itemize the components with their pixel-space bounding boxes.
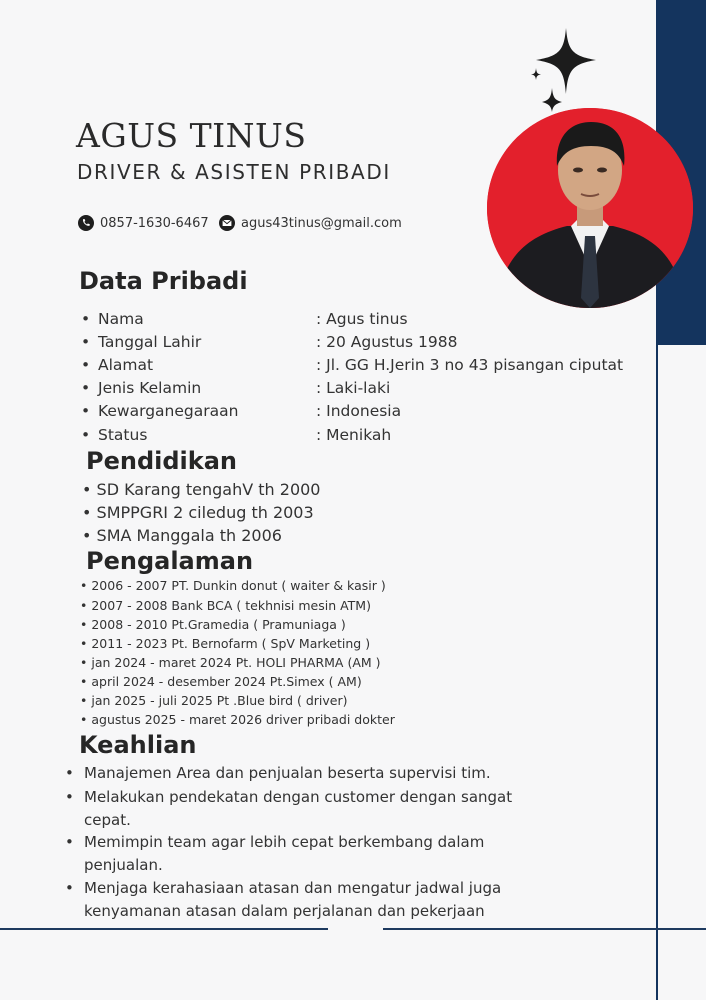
personal-label: Kewarganegaraan xyxy=(98,402,239,420)
phone-number: 0857-1630-6467 xyxy=(100,215,209,231)
navy-side-line xyxy=(656,345,658,1000)
personal-label: Jenis Kelamin xyxy=(98,379,202,397)
list-item: • Melakukan pendekatan dengan customer dengan sangat cepat. xyxy=(65,786,535,831)
skill-text: Melakukan pendekatan dengan customer dengan sangat cepat. xyxy=(84,788,513,829)
education-heading: Pendidikan xyxy=(86,447,238,475)
personal-value: : Jl. GG H.Jerin 3 no 43 pisangan ciputat xyxy=(316,356,624,374)
personal-data-heading: Data Pribadi xyxy=(79,267,248,295)
bottom-divider-left xyxy=(0,928,328,930)
list-item: • SD Karang tengahV th 2000 xyxy=(82,480,320,499)
phone-contact xyxy=(78,215,209,231)
skills-heading: Keahlian xyxy=(79,731,197,759)
list-item: • 2011 - 2023 Pt. Bernofarm ( SpV Marketing ) xyxy=(80,636,370,651)
list-item: • jan 2025 - juli 2025 Pt .Blue bird ( driver) xyxy=(80,693,348,708)
list-item: • SMA Manggala th 2006 xyxy=(82,526,282,545)
personal-value: : Agus tinus xyxy=(316,310,408,328)
skill-text: Menjaga kerahasiaan atasan dan mengatur jadwal juga kenyamanan atasan dalam perjalanan dan pekerjaan xyxy=(84,879,502,920)
list-item: • SMPPGRI 2 ciledug th 2003 xyxy=(82,503,314,522)
personal-label: Alamat xyxy=(98,356,154,374)
email-contact xyxy=(219,215,402,231)
personal-value: : Menikah xyxy=(316,426,392,444)
list-item: • 2006 - 2007 PT. Dunkin donut ( waiter & kasir ) xyxy=(80,578,386,593)
list-item: • Memimpin team agar lebih cepat berkembang dalam penjualan. xyxy=(65,831,535,876)
personal-value: : Indonesia xyxy=(316,402,402,420)
phone-icon xyxy=(78,215,94,231)
personal-label: Tanggal Lahir xyxy=(98,333,202,351)
email-address: agus43tinus@gmail.com xyxy=(241,215,402,231)
email-icon xyxy=(219,215,235,231)
personal-label: Nama xyxy=(98,310,144,328)
personal-value: : Laki-laki xyxy=(316,379,391,397)
list-item: • Menjaga kerahasiaan atasan dan mengatur jadwal juga kenyamanan atasan dalam perjalanan dan pekerjaan xyxy=(65,877,535,922)
job-title: DRIVER & ASISTEN PRIBADI xyxy=(77,160,391,184)
list-item: • jan 2024 - maret 2024 Pt. HOLI PHARMA (AM ) xyxy=(80,655,381,670)
bottom-divider-right xyxy=(383,928,706,930)
list-item: • agustus 2025 - maret 2026 driver pribadi dokter xyxy=(80,712,395,727)
person-name: AGUS TINUS xyxy=(76,116,307,155)
skill-text: Memimpin team agar lebih cepat berkembang dalam penjualan. xyxy=(84,833,485,874)
personal-label: Status xyxy=(98,426,148,444)
list-item: • april 2024 - desember 2024 Pt.Simex ( AM) xyxy=(80,674,362,689)
sparkle-icon xyxy=(530,28,600,112)
list-item: • 2007 - 2008 Bank BCA ( tekhnisi mesin ATM) xyxy=(80,598,371,613)
personal-value: : 20 Agustus 1988 xyxy=(316,333,458,351)
list-item: • 2008 - 2010 Pt.Gramedia ( Pramuniaga ) xyxy=(80,617,346,632)
profile-photo xyxy=(487,108,693,308)
experience-heading: Pengalaman xyxy=(86,547,254,575)
list-item: • Manajemen Area dan penjualan beserta supervisi tim. xyxy=(65,762,535,785)
skill-text: Manajemen Area dan penjualan beserta supervisi tim. xyxy=(84,764,491,782)
